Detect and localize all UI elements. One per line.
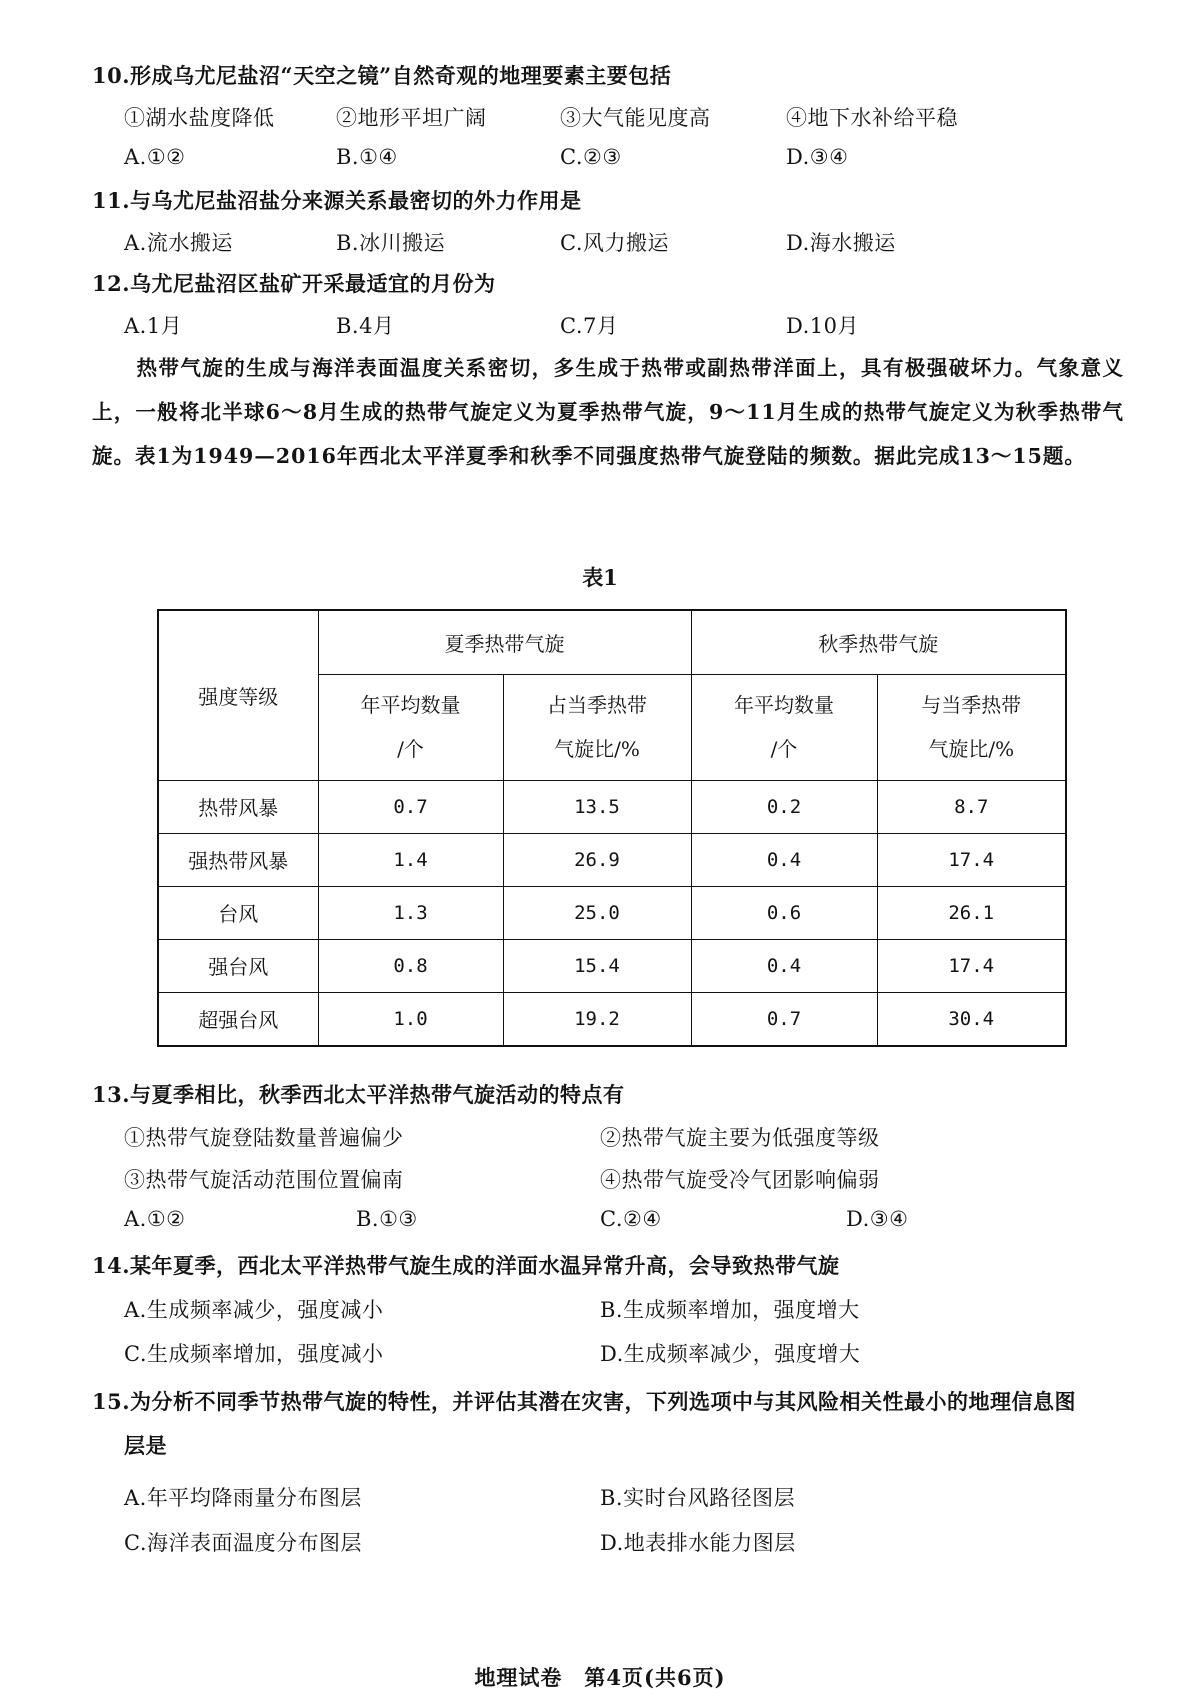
table-sub-header: 年平均数量 /个: [318, 674, 503, 780]
q10-statement-1: ①湖水盐度降低: [124, 106, 275, 130]
table-cell: 0.6: [691, 886, 877, 939]
q12-option-a: A.1月: [124, 314, 183, 338]
q15-option-c: C.海洋表面温度分布图层: [124, 1531, 362, 1555]
question-12-stem: 12.乌尤尼盐沼区盐矿开采最适宜的月份为: [92, 271, 496, 296]
q10-option-a: A.①②: [124, 145, 186, 169]
q13-option-b: B.①③: [356, 1207, 418, 1231]
question-13-stem: 13.与夏季相比，秋季西北太平洋热带气旋活动的特点有: [92, 1082, 625, 1107]
q15-option-d: D.地表排水能力图层: [600, 1531, 796, 1555]
question-14-stem: 14.某年夏季，西北太平洋热带气旋生成的洋面水温异常升高，会导致热带气旋: [92, 1253, 840, 1278]
q13-statement-4: ④热带气旋受冷气团影响偏弱: [600, 1168, 880, 1192]
table-sub-header: 年平均数量 /个: [691, 674, 877, 780]
table-1-caption: 表1: [582, 565, 618, 590]
q13-option-c: C.②④: [600, 1207, 662, 1231]
q12-option-c: C.7月: [560, 314, 619, 338]
table-row: [158, 833, 1066, 886]
table-cell: 1.4: [318, 833, 503, 886]
table-cell: 19.2: [503, 992, 691, 1046]
question-10-stem: 10.形成乌尤尼盐沼“天空之镜”自然奇观的地理要素主要包括: [92, 63, 672, 88]
q13-statement-1: ①热带气旋登陆数量普遍偏少: [124, 1126, 404, 1150]
row-label: 强台风: [158, 939, 318, 992]
row-label: 台风: [158, 886, 318, 939]
table-row: [158, 939, 1066, 992]
table-cell: 0.8: [318, 939, 503, 992]
q11-option-c: C.风力搬运: [560, 231, 669, 255]
table-cell: 17.4: [877, 833, 1066, 886]
q10-option-c: C.②③: [560, 145, 622, 169]
table-cell: 8.7: [877, 780, 1066, 833]
q11-option-a: A.流水搬运: [124, 231, 233, 255]
table-cell: 0.7: [318, 780, 503, 833]
passage: [92, 346, 1124, 478]
table-sub-header: 与当季热带 气旋比/%: [877, 674, 1066, 780]
q15-option-a: A.年平均降雨量分布图层: [124, 1486, 362, 1510]
q14-option-a: A.生成频率减少，强度减小: [124, 1298, 384, 1322]
table-group-header-summer: 夏季热带气旋: [318, 610, 691, 674]
q10-option-d: D.③④: [786, 145, 849, 169]
table-cell: 0.4: [691, 833, 877, 886]
table-group-header-autumn: 秋季热带气旋: [691, 610, 1066, 674]
table-row: [158, 992, 1066, 1046]
table-cell: 17.4: [877, 939, 1066, 992]
q12-option-b: B.4月: [336, 314, 395, 338]
table-cell: 1.0: [318, 992, 503, 1046]
table-cell: 15.4: [503, 939, 691, 992]
q13-statement-3: ③热带气旋活动范围位置偏南: [124, 1168, 404, 1192]
table-cell: 0.2: [691, 780, 877, 833]
table-row: [158, 780, 1066, 833]
table-cell: 1.3: [318, 886, 503, 939]
table-cell: 30.4: [877, 992, 1066, 1046]
q12-option-d: D.10月: [786, 314, 859, 338]
q14-option-b: B.生成频率增加，强度增大: [600, 1298, 860, 1322]
q13-option-d: D.③④: [846, 1207, 909, 1231]
page-footer: 地理试卷 第4页(共6页): [474, 1665, 726, 1690]
table-cell: 13.5: [503, 780, 691, 833]
q14-option-c: C.生成频率增加，强度减小: [124, 1342, 384, 1366]
q14-option-d: D.生成频率减少，强度增大: [600, 1342, 861, 1366]
q13-option-a: A.①②: [124, 1207, 186, 1231]
table-cell: 0.4: [691, 939, 877, 992]
q13-statement-2: ②热带气旋主要为低强度等级: [600, 1126, 880, 1150]
q11-option-d: D.海水搬运: [786, 231, 896, 255]
question-11-stem: 11.与乌尤尼盐沼盐分来源关系最密切的外力作用是: [92, 188, 582, 213]
q10-statement-4: ④地下水补给平稳: [786, 106, 958, 130]
table-1: [157, 609, 1067, 1047]
passage-text: 热带气旋的生成与海洋表面温度关系密切，多生成于热带或副热带洋面上，具有极强破坏力。气象意义上，一般将北半球6～8月生成的热带气旋定义为夏季热带气旋，9～11月生成的热带气旋定义为秋季热带气旋。表1为1949—2016年西北太平洋夏季和秋季不同强度热带气旋登陆的频数。据此完成13～15题。: [92, 356, 1124, 468]
table-sub-header: 占当季热带 气旋比/%: [503, 674, 691, 780]
table-cell: 25.0: [503, 886, 691, 939]
row-label: 超强台风: [158, 992, 318, 1046]
table-cell: 0.7: [691, 992, 877, 1046]
q10-option-b: B.①④: [336, 145, 398, 169]
table-cell: 26.1: [877, 886, 1066, 939]
table-corner-header: 强度等级: [158, 610, 318, 780]
table-cell: 26.9: [503, 833, 691, 886]
q11-option-b: B.冰川搬运: [336, 231, 446, 255]
q10-statement-2: ②地形平坦广阔: [336, 106, 487, 130]
question-15-stem-continued: 层是: [124, 1433, 167, 1458]
q15-option-b: B.实时台风路径图层: [600, 1486, 796, 1510]
row-label: 热带风暴: [158, 780, 318, 833]
row-label: 强热带风暴: [158, 833, 318, 886]
question-15-stem: 15.为分析不同季节热带气旋的特性，并评估其潜在灾害，下列选项中与其风险相关性最小的地理信息图: [92, 1389, 1077, 1414]
table-row: [158, 886, 1066, 939]
q10-statement-3: ③大气能见度高: [560, 106, 711, 130]
